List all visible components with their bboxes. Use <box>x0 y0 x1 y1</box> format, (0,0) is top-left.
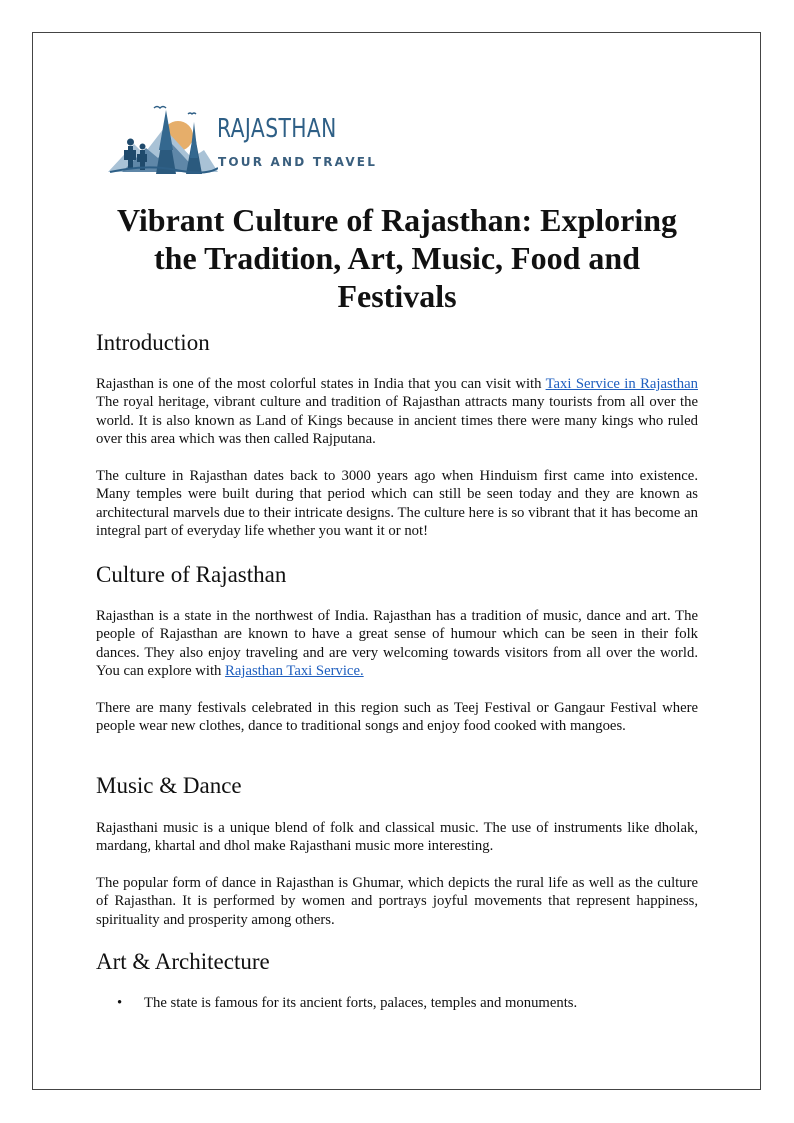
art-bullet-list <box>96 994 698 1012</box>
music-paragraph-1: Rajasthani music is a unique blend of folk and classical music. The use of instruments like dholak, mardang, khartal and dhol make Rajasthani music more interesting. <box>96 820 698 855</box>
bullet-icon: • <box>117 995 123 1011</box>
rajasthan-taxi-service-link[interactable]: Rajasthan Taxi Service. <box>225 662 364 679</box>
logo-tagline: TOUR AND TRAVEL <box>218 155 378 169</box>
logo <box>106 100 378 176</box>
logo-name: RAJASTHAN <box>217 114 337 144</box>
intro-paragraph-2: The culture in Rajasthan dates back to 3000 years ago when Hinduism first came into existence. Many temples were built during that period which can still be seen today and they are known as architectural marvels due to their intricate designs. The culture here is so vibrant that it has become an integral part of everyday life whether you want it or not! <box>96 468 698 539</box>
logo-mountain-icon <box>106 100 218 176</box>
culture-paragraph-2: There are many festivals celebrated in this region such as Teej Festival or Gangaur Festival where people wear new clothes, dance to traditional songs and enjoy food cooked with mangoes. <box>96 700 698 735</box>
heading-culture: Culture of Rajasthan <box>96 562 287 587</box>
list-item: • The state is famous for its ancient forts, palaces, temples and monuments. <box>117 995 578 1011</box>
heading-music-dance: Music & Dance <box>96 773 242 798</box>
heading-art-architecture: Art & Architecture <box>96 949 270 974</box>
intro-paragraph-1: Rajasthan is one of the most colorful states in India that you can visit with Taxi Service in Rajasthan The royal heritage, vibrant culture and tradition of Rajasthan attracts many tourists from all over the world. It is also known as Land of Kings because in ancient times there were many kings who ruled over this area which was then called Rajputana. <box>96 376 698 447</box>
taxi-service-link[interactable]: Taxi Service in Rajasthan <box>545 376 698 392</box>
music-paragraph-2: The popular form of dance in Rajasthan is Ghumar, which depicts the rural life as well as the culture of Rajasthan. It is performed by women and portrays joyful movements that represent happiness, spirituality and prosperity among others. <box>96 875 698 928</box>
heading-introduction: Introduction <box>96 330 210 355</box>
culture-paragraph-1: Rajasthan is a state in the northwest of India. Rajasthan has a tradition of music, dance and art. The people of Rajasthan are known to have a great sense of humour which can be seen in their folk dances. They also enjoy traveling and are very welcoming towards visitors from all over the world. You can explore with Rajasthan Taxi Service. <box>96 608 698 679</box>
page-title: Vibrant Culture of Rajasthan: Exploring the Tradition, Art, Music, Food and Festivals <box>116 202 678 314</box>
